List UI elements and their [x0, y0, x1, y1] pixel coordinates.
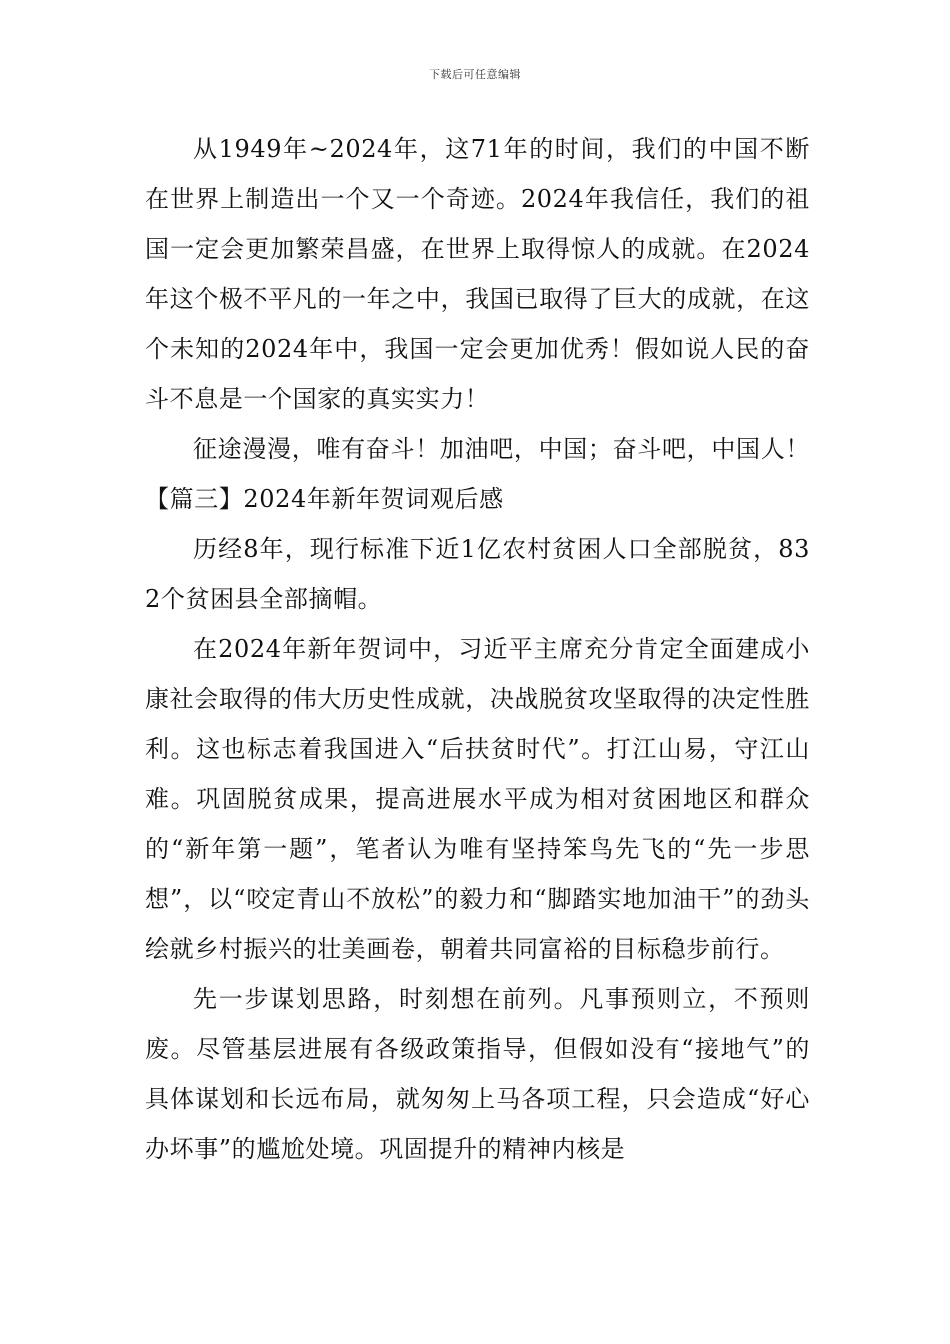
page-header: 下载后可任意编辑 [429, 68, 521, 81]
paragraph: 征途漫漫，唯有奋斗！加油吧，中国；奋斗吧，中国人！【篇三】2024年新年贺词观后感 [145, 435, 810, 513]
paragraph: 从1949年~2024年，这71年的时间，我们的中国不断在世界上制造出一个又一个奇迹。2024年我信任，我们的祖国一定会更加繁荣昌盛，在世界上取得惊人的成就。在2024年这个极不平凡的一年之中，我国已取得了巨大的成就，在这个未知的2024年中，我国一定会更加优秀！假如说人民的奋斗不息是一个国家的真实实力！ [145, 135, 810, 413]
paragraph: 历经8年，现行标准下近1亿农村贫困人口全部脱贫，832个贫困县全部摘帽。 [145, 535, 810, 613]
paragraph: 先一步谋划思路，时刻想在前列。凡事预则立，不预则废。尽管基层进展有各级政策指导，但假如没有“接地气”的具体谋划和长远布局，就匆匆上马各项工程，只会造成“好心办坏事”的尴尬处境。巩固提升的精神内核是 [145, 985, 810, 1163]
document-body [145, 124, 810, 1174]
paragraph: 在2024年新年贺词中，习近平主席充分肯定全面建成小康社会取得的伟大历史性成就，决战脱贫攻坚取得的决定性胜利。这也标志着我国进入“后扶贫时代”。打江山易，守江山难。巩固脱贫成果，提高进展水平成为相对贫困地区和群众的“新年第一题”，笔者认为唯有坚持笨鸟先飞的“先一步思想”，以“咬定青山不放松”的毅力和“脚踏实地加油干”的劲头绘就乡村振兴的壮美画卷，朝着共同富裕的目标稳步前行。 [145, 635, 810, 963]
